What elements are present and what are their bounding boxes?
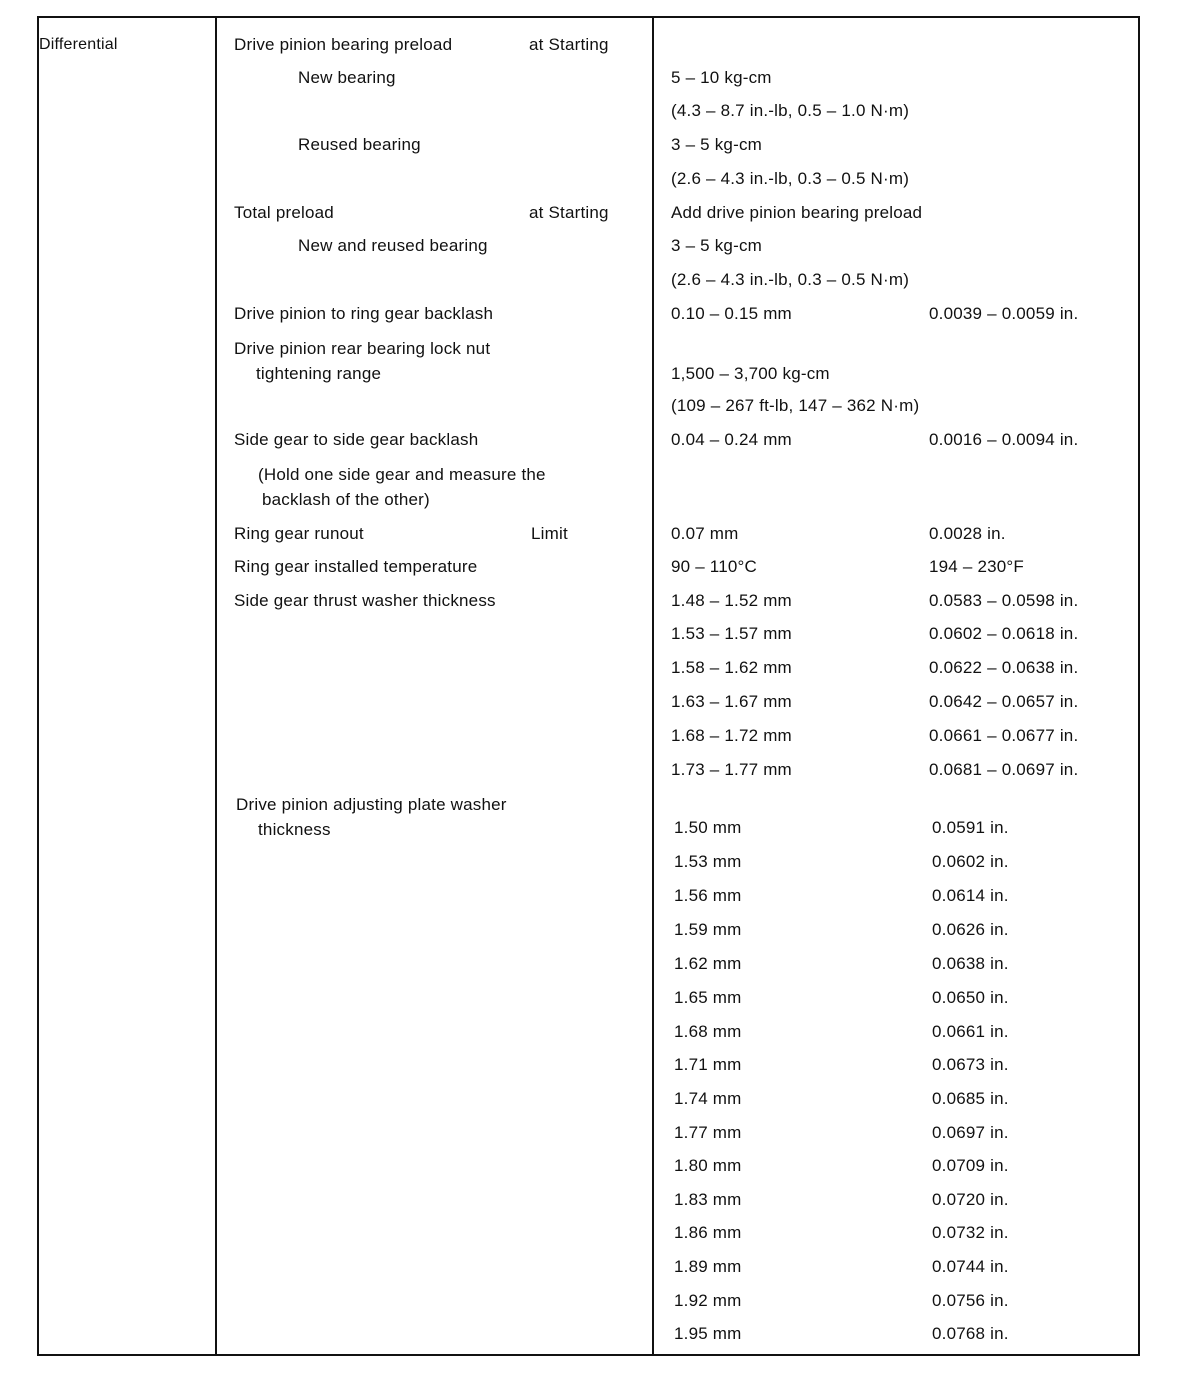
spec-value-metric: 1.50 mm (674, 818, 742, 837)
spec-value-metric: 1.53 – 1.57 mm (671, 624, 792, 643)
spec-value-metric: 1.73 – 1.77 mm (671, 760, 792, 779)
spec-value-imperial: 0.0681 – 0.0697 in. (929, 760, 1079, 779)
spec-value-imperial: 0.0768 in. (932, 1324, 1009, 1343)
spec-label: Reused bearing (298, 135, 421, 154)
spec-value-metric: 1.68 – 1.72 mm (671, 726, 792, 745)
spec-value-imperial: 0.0744 in. (932, 1257, 1009, 1276)
spec-value-metric: 1.89 mm (674, 1257, 742, 1276)
spec-label: Side gear thrust washer thickness (234, 591, 496, 610)
spec-value-metric: 0.10 – 0.15 mm (671, 304, 792, 323)
spec-value-metric: 1.74 mm (674, 1089, 742, 1108)
spec-value-metric: 1.65 mm (674, 988, 742, 1007)
spec-value-imperial: 0.0602 in. (932, 852, 1009, 871)
category-label: Differential (39, 36, 118, 53)
spec-label: Drive pinion bearing preload (234, 35, 453, 54)
spec-value-imperial: 0.0661 in. (932, 1022, 1009, 1041)
spec-value-metric: 1.83 mm (674, 1190, 742, 1209)
spec-value-metric: 1.95 mm (674, 1324, 742, 1343)
spec-value-metric: 1.80 mm (674, 1156, 742, 1175)
spec-value-metric: 1.77 mm (674, 1123, 742, 1142)
spec-condition: Limit (531, 524, 568, 543)
spec-value-metric: 90 – 110°C (671, 557, 757, 576)
spec-label-continued: thickness (258, 820, 331, 839)
spec-value-metric: 1.56 mm (674, 886, 742, 905)
spec-value-imperial: 0.0039 – 0.0059 in. (929, 304, 1079, 323)
spec-label: Ring gear runout (234, 524, 364, 543)
spec-value-imperial: 0.0642 – 0.0657 in. (929, 692, 1079, 711)
spec-value-imperial: 0.0638 in. (932, 954, 1009, 973)
spec-value-imperial: 0.0583 – 0.0598 in. (929, 591, 1079, 610)
spec-value-metric: 3 – 5 kg-cm (671, 135, 763, 154)
spec-value-metric: 3 – 5 kg-cm (671, 236, 763, 255)
spec-label: New and reused bearing (298, 236, 488, 255)
spec-value-imperial: 0.0650 in. (932, 988, 1009, 1007)
column-divider-2 (652, 16, 654, 1356)
spec-value-imperial: 0.0614 in. (932, 886, 1009, 905)
spec-value-imperial: 0.0685 in. (932, 1089, 1009, 1108)
spec-value-imperial: 0.0622 – 0.0638 in. (929, 658, 1079, 677)
spec-value-imperial: 0.0016 – 0.0094 in. (929, 430, 1079, 449)
spec-value-imperial: 0.0732 in. (932, 1223, 1009, 1242)
spec-value-metric: 1.53 mm (674, 852, 742, 871)
spec-value-metric: 1.63 – 1.67 mm (671, 692, 792, 711)
spec-condition: at Starting (529, 203, 609, 222)
spec-value-imperial: 194 – 230°F (929, 557, 1025, 576)
spec-value-imperial: 0.0709 in. (932, 1156, 1009, 1175)
spec-label: Drive pinion to ring gear backlash (234, 304, 494, 323)
spec-value-imperial: 0.0028 in. (929, 524, 1006, 543)
spec-label-continued: backlash of the other) (262, 490, 430, 509)
spec-label: (Hold one side gear and measure the (258, 465, 546, 484)
spec-value-metric: 1.71 mm (674, 1055, 742, 1074)
spec-value-metric: 1.86 mm (674, 1223, 742, 1242)
spec-value-metric: 1.68 mm (674, 1022, 742, 1041)
spec-value-metric: 1,500 – 3,700 kg-cm (671, 364, 830, 383)
spec-value-imperial: 0.0591 in. (932, 818, 1009, 837)
spec-value-metric: 1.58 – 1.62 mm (671, 658, 792, 677)
spec-value-imperial: 0.0673 in. (932, 1055, 1009, 1074)
spec-value-metric: 0.04 – 0.24 mm (671, 430, 792, 449)
spec-value-metric: (2.6 – 4.3 in.-lb, 0.3 – 0.5 N·m) (671, 270, 910, 289)
spec-value-metric: 1.59 mm (674, 920, 742, 939)
spec-value-metric: 5 – 10 kg-cm (671, 68, 772, 87)
spec-value-metric: Add drive pinion bearing preload (671, 203, 923, 222)
column-divider-1 (215, 16, 217, 1356)
spec-value-metric: (109 – 267 ft-lb, 147 – 362 N·m) (671, 396, 920, 415)
spec-value-imperial: 0.0720 in. (932, 1190, 1009, 1209)
spec-label: Ring gear installed temperature (234, 557, 478, 576)
spec-value-imperial: 0.0661 – 0.0677 in. (929, 726, 1079, 745)
spec-label: Drive pinion rear bearing lock nut (234, 339, 491, 358)
spec-value-metric: 1.48 – 1.52 mm (671, 591, 792, 610)
spec-label: Side gear to side gear backlash (234, 430, 479, 449)
spec-value-imperial: 0.0697 in. (932, 1123, 1009, 1142)
spec-label: Total preload (234, 203, 334, 222)
spec-value-imperial: 0.0626 in. (932, 920, 1009, 939)
spec-label: Drive pinion adjusting plate washer (236, 795, 507, 814)
spec-value-metric: (2.6 – 4.3 in.-lb, 0.3 – 0.5 N·m) (671, 169, 910, 188)
spec-value-metric: 0.07 mm (671, 524, 739, 543)
spec-label: New bearing (298, 68, 396, 87)
spec-condition: at Starting (529, 35, 609, 54)
spec-label-continued: tightening range (256, 364, 382, 383)
spec-value-metric: (4.3 – 8.7 in.-lb, 0.5 – 1.0 N·m) (671, 101, 910, 120)
spec-value-imperial: 0.0756 in. (932, 1291, 1009, 1310)
spec-value-metric: 1.92 mm (674, 1291, 742, 1310)
spec-value-metric: 1.62 mm (674, 954, 742, 973)
spec-value-imperial: 0.0602 – 0.0618 in. (929, 624, 1079, 643)
